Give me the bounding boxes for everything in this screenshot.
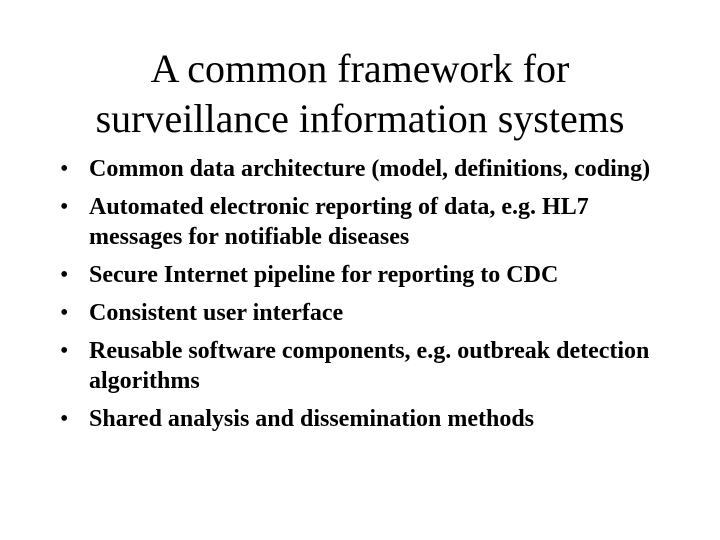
bullet-item xyxy=(60,404,680,434)
bullet-text: Reusable software components, e.g. outbreak detection algorithms xyxy=(89,338,650,394)
bullet-icon: • xyxy=(60,338,69,364)
bullet-text: Consistent user interface xyxy=(89,300,344,326)
bullet-item xyxy=(60,154,680,184)
bullet-text: Secure Internet pipeline for reporting to CDC xyxy=(89,262,559,288)
slide-title xyxy=(30,44,690,144)
bullet-text: Common data architecture (model, definitions, coding) xyxy=(89,156,651,182)
bullet-item xyxy=(60,192,680,252)
slide-title-line-2: surveillance information systems xyxy=(95,96,625,141)
bullet-icon: • xyxy=(60,300,69,326)
bullet-text: Automated electronic reporting of data, e.g. HL7 messages for notifiable diseases xyxy=(89,194,589,250)
bullet-item xyxy=(60,336,680,396)
bullet-list xyxy=(60,154,680,442)
slide-title-line-1: A common framework for xyxy=(150,46,570,91)
bullet-item xyxy=(60,298,680,328)
bullet-icon: • xyxy=(60,406,69,432)
bullet-item xyxy=(60,260,680,290)
bullet-icon: • xyxy=(60,156,69,182)
bullet-icon: • xyxy=(60,262,69,288)
bullet-text: Shared analysis and dissemination methods xyxy=(89,406,535,432)
bullet-icon: • xyxy=(60,194,69,220)
